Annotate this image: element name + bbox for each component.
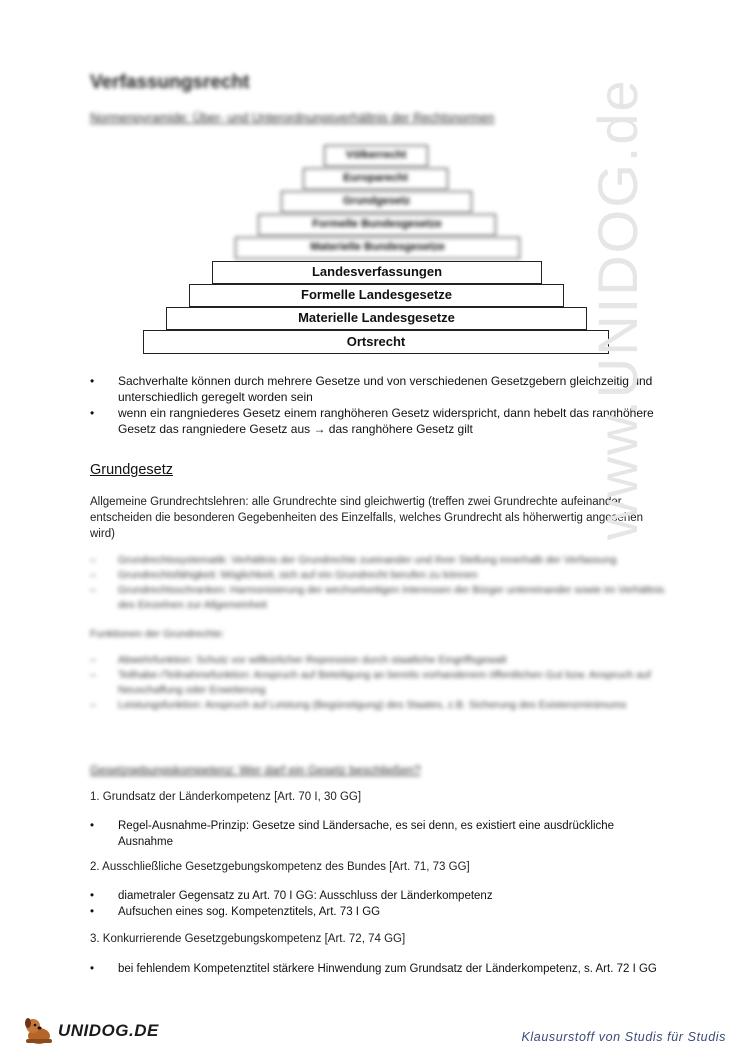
grundrechte-list xyxy=(90,553,670,613)
pyramid-level: Ortsrecht xyxy=(143,330,609,354)
kompetenz-item-3-list xyxy=(90,961,670,977)
pyramid-level: Völkerrecht xyxy=(324,145,428,167)
pyramid-level: Formelle Landesgesetze xyxy=(189,284,564,307)
pyramid-level: Europarecht xyxy=(303,168,448,190)
list-item: • Aufsuchen eines sog. Kompetenztitels, Art. 73 I GG xyxy=(90,904,670,920)
functions-label: Funktionen der Grundrechte: xyxy=(90,628,225,640)
kompetenz-item-1-list xyxy=(90,818,670,850)
pyramid-notes xyxy=(90,373,670,437)
list-item: – Grundrechtssystematik: Verhältnis der Grundrechte zueinander und ihrer Stellung innerhalb der Verfassung xyxy=(90,553,670,568)
logo-text: UNIDOG.DE xyxy=(58,1021,159,1040)
pyramid-level: Formelle Bundesgesetze xyxy=(258,214,496,236)
pyramid-level: Grundgesetz xyxy=(281,191,472,213)
list-item: • bei fehlendem Kompetenztitel stärkere Hinwendung zum Grundsatz der Länderkompetenz, s. Art. 72 I GG xyxy=(90,961,670,977)
list-item: – Grundrechtsschranken: Harmonisierung der wechselseitigen Interessen der Bürger untereinander sowie im Verhältnis des Einzelnen zur Allgemeinheit xyxy=(90,583,670,613)
kompetenz-item-3: 3. Konkurrierende Gesetzgebungskompetenz [Art. 72, 74 GG] xyxy=(90,933,406,945)
pyramid-level: Materielle Bundesgesetze xyxy=(235,237,520,259)
intro-paragraph: Allgemeine Grundrechtslehren: alle Grundrechte sind gleichwertig (treffen zwei Grundrechte aufeinander, entscheiden die besonderen Gegebenheiten des Einzelfalls, welches Grundrecht als höherwertig angesehen wird) xyxy=(90,496,644,540)
list-item: – Abwehrfunktion: Schutz vor willkürlicher Repression durch staatliche Eingriffsgewalt xyxy=(90,653,670,668)
list-item: • diametraler Gegensatz zu Art. 70 I GG: Ausschluss der Länderkompetenz xyxy=(90,888,670,904)
list-item: • Sachverhalte können durch mehrere Gesetze und von verschiedenen Gesetzgebern gleichzeitig und unterschiedlich geregelt worden sein xyxy=(90,373,670,405)
pyramid-level: Landesverfassungen xyxy=(212,261,542,284)
list-item: – Grundrechtsfähigkeit: Möglichkeit, sich auf ein Grundrecht berufen zu können xyxy=(90,568,670,583)
list-item: • Regel-Ausnahme-Prinzip: Gesetze sind Ländersache, es sei denn, es existiert eine ausdrückliche Ausnahme xyxy=(90,818,670,850)
list-item: • wenn ein rangniederes Gesetz einem ranghöheren Gesetz widerspricht, dann hebelt das ranghöhere Gesetz das rangniedere Gesetz aus → das ranghöhere Gesetz gilt xyxy=(90,405,670,437)
kompetenz-item-2: 2. Ausschließliche Gesetzgebungskompetenz des Bundes [Art. 71, 73 GG] xyxy=(90,861,470,873)
footer-tagline: Klausurstoff von Studis für Studis xyxy=(521,1030,726,1044)
dog-icon xyxy=(22,1014,56,1048)
list-item: – Leistungsfunktion: Anspruch auf Leistung (Begünstigung) des Staates, z.B. Sicherung des Existenzminimums xyxy=(90,698,670,713)
section-heading-kompetenz: Gesetzgebungskompetenz: Wer darf ein Gesetz beschließen? xyxy=(90,763,421,777)
page-subtitle: Normenpyramide: Über- und Unterordnungsverhältnis der Rechtsnormen xyxy=(90,111,495,125)
page-title: Verfassungsrecht xyxy=(90,72,250,93)
kompetenz-item-2-list xyxy=(90,888,670,920)
list-item: – Teilhabe-/Teilnahmefunktion: Anspruch auf Beteiligung an bereits vorhandenem öffentlichen Gut bzw. Anspruch auf Neuschaffung oder Erweiterung xyxy=(90,668,670,698)
unidog-logo xyxy=(22,1014,159,1048)
pyramid-level: Materielle Landesgesetze xyxy=(166,307,587,330)
kompetenz-item-1: 1. Grundsatz der Länderkompetenz [Art. 70 I, 30 GG] xyxy=(90,791,362,803)
functions-list xyxy=(90,653,670,713)
section-heading-grundgesetz: Grundgesetz xyxy=(90,462,174,478)
watermark: www.UNIDOG.de xyxy=(586,78,649,540)
